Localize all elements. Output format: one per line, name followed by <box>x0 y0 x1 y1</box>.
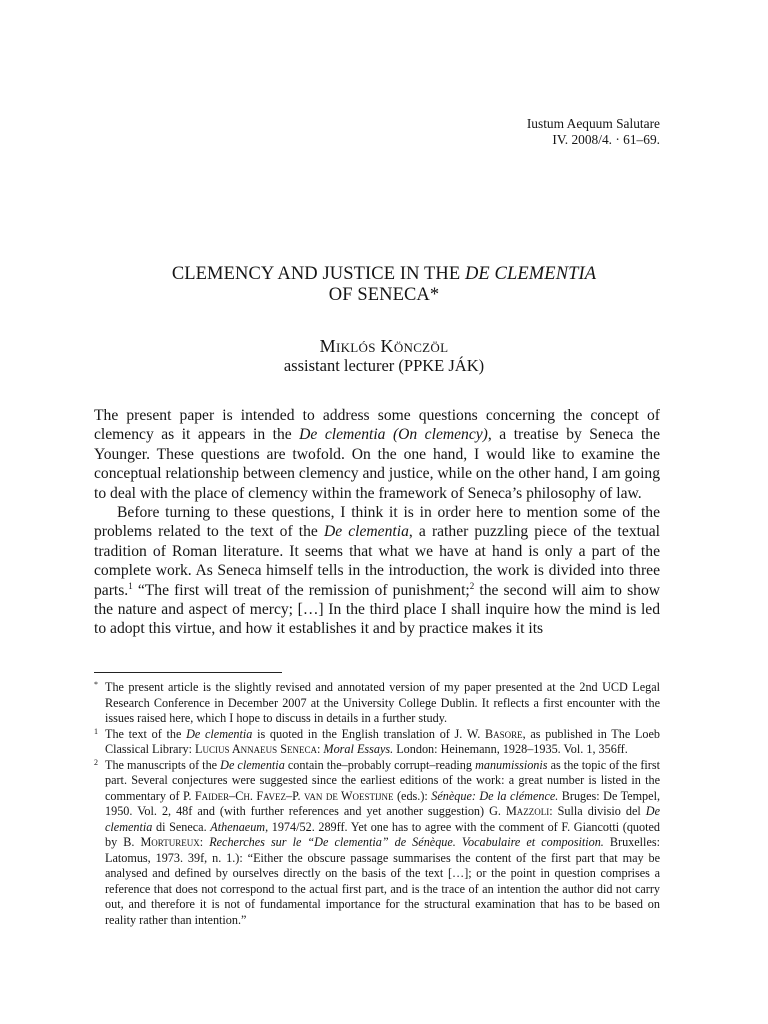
fn2-italic: Athenaeum <box>210 819 266 834</box>
fn2-italic: manumissionis <box>475 757 548 772</box>
journal-issue: IV. 2008/4. · 61–69. <box>552 132 660 147</box>
fn2-smallcaps: Ch. Favez <box>235 788 287 803</box>
author-block <box>0 336 768 376</box>
fn1-text: : <box>316 742 324 756</box>
title-line1-prefix: CLEMENCY AND JUSTICE IN THE <box>171 264 465 284</box>
fn1-italic: Moral Essays. <box>323 742 394 756</box>
footnote-2 <box>94 758 660 929</box>
footnote-mark: 2 <box>94 757 98 767</box>
fn2-italic: Recherches sur le “De clementia” de Sénèque. Vocabulaire et composition. <box>209 835 604 849</box>
fn2-text: The manuscripts of the <box>105 757 221 772</box>
fn2-text: (eds.): <box>393 788 432 803</box>
fn2-smallcaps: Mazzoli <box>505 804 550 818</box>
fn2-text: contain the–probably corrupt–reading <box>284 757 476 772</box>
footnote-1 <box>94 727 660 758</box>
footnote-mark: 1 <box>94 726 98 736</box>
footnote-mark: * <box>94 680 98 689</box>
fn1-smallcaps: Basore <box>484 726 523 741</box>
paragraph-2-italic: De clementia <box>323 523 409 541</box>
footnote-ref-1[interactable]: 1 <box>128 580 133 591</box>
footnote-star-text: The present article is the slightly revised and annotated version of my paper presented at the 2nd UCD Legal Research Conference in December 2007 at the University College Dublin. It reflects a first encounter with the issues raised here, which I hope to discuss in details in a further study. <box>105 680 660 725</box>
fn2-text: Bruxelles: Latomus, 1973. 39f, n. 1.): “Either the obscure passage summarises the content of the first part that may be analysed and defined by ourselves directly on the basis of the text […]; or the point in question comprises a reference that does not correspond to the actual first part, and is the trace of an intention the author did not carry out, and therefore it is not of fundamental importance for the structural examination that has to be based on reality rather than intention.” <box>105 835 660 927</box>
footnote-star <box>94 680 660 727</box>
paragraph-1-text-b: , a treatise by Seneca the Younger. These questions are twofold. On the one hand, I would like to examine the conceptual relationship between clemency and justice, while on the other hand, I am going to deal with the place of clemency within the framework of Seneca’s philosophy of law. <box>94 426 660 502</box>
footnote-divider <box>94 672 282 673</box>
fn1-text: is quoted in the English translation of J. W. <box>252 726 485 741</box>
body-text <box>94 406 660 639</box>
fn1-italic: De clementia <box>186 726 253 741</box>
fn2-smallcaps: Faider <box>194 788 230 803</box>
paragraph-2-text-b: , a rather puzzling piece of the textual tradition of Roman literature. It seems that what we have at hand is only a part of the complete work. As Seneca himself tells in the introduction, the work is divided into three parts. <box>94 523 660 599</box>
title-line2: OF SENECA* <box>328 285 440 305</box>
paragraph-2-text-d: the second will aim to show the nature and aspect of mercy; […] In the third place I shall inquire how the mind is led to adopt this virtue, and how it establishes it and by practice makes it its <box>94 581 660 638</box>
fn2-text: : <box>199 835 210 849</box>
journal-header <box>527 116 660 148</box>
fn1-text: London: Heinemann, 1928–1935. Vol. 1, 356ff. <box>393 742 628 756</box>
fn2-text: – <box>286 788 293 803</box>
fn2-italic: De clementia <box>220 757 285 772</box>
fn1-smallcaps: Lucius Annaeus Seneca <box>195 742 317 756</box>
fn2-text: – <box>229 788 236 803</box>
fn1-text: , as published in The Loeb Classical Library: <box>105 726 660 756</box>
fn1-text: The text of the <box>105 726 187 741</box>
paragraph-2-text-c: “The first will treat of the remission of punishment; <box>132 581 470 599</box>
fn2-italic: De clementia <box>105 804 660 834</box>
fn2-smallcaps: P. van de Woestijne <box>292 788 394 803</box>
paragraph-2-text-a: Before turning to these questions, I think it is in order here to mention some of the problems related to the text of the <box>94 504 660 541</box>
paragraph-1-text-a: The present paper is intended to address some questions concerning the concept of clemency as it appears in the <box>94 407 660 444</box>
footnote-ref-2[interactable]: 2 <box>469 580 475 591</box>
paragraph-2 <box>94 503 660 639</box>
paragraph-1 <box>94 406 660 503</box>
journal-name: Iustum Aequum Salutare <box>526 116 660 131</box>
author-name: Miklós Könczöl <box>319 336 449 356</box>
fn2-text: : Sulla divisio del <box>549 804 646 818</box>
fn2-italic: Sénèque: De la clémence. <box>431 788 559 803</box>
article-title <box>0 264 768 306</box>
footnotes <box>94 680 660 928</box>
title-line1-italic: DE CLEMENTIA <box>464 264 597 284</box>
fn2-text: as the topic of the first part. Several conjectures were suggested since the earliest editions of the work: a great number is listed in the commentary of P. <box>105 757 660 803</box>
fn2-smallcaps: Mortureux <box>140 835 200 849</box>
fn2-text: Bruges: De Tempel, 1950. Vol. 2, 48f and (with further references and yet another suggestion) G. <box>105 788 660 818</box>
fn2-text: , 1974/52. 289ff. Yet one has to agree with the comment of F. Giancotti (quoted by B. <box>105 819 660 849</box>
paragraph-1-italic: De clementia (On clemency) <box>299 426 488 444</box>
fn2-text: di Seneca. <box>152 819 211 834</box>
author-affiliation: assistant lecturer (PPKE JÁK) <box>283 356 485 375</box>
